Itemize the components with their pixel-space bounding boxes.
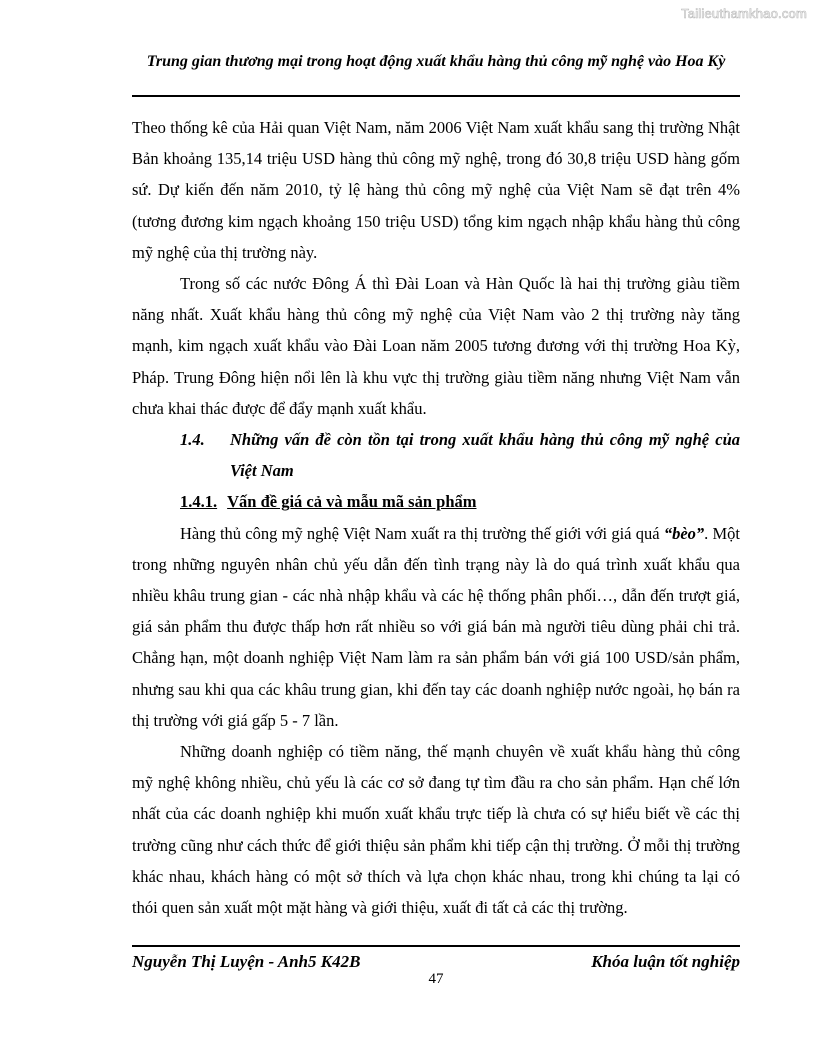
section-heading [132, 424, 740, 486]
watermark: Tailieuthamkhao.com [681, 6, 807, 21]
document-body [132, 112, 740, 923]
price-issue-lead: Hàng thủ công mỹ nghệ Việt Nam xuất ra thị trường thế giới với giá quá [180, 523, 660, 543]
subsection-title: Vấn đề giá cả và mẫu mã sản phẩm [227, 492, 477, 512]
paragraph-japan-market: Theo thống kê của Hải quan Việt Nam, năm 2006 Việt Nam xuất khẩu sang thị trường Nhật Bản khoảng 135,14 triệu USD hàng thủ công mỹ nghệ, trong đó 30,8 triệu USD hàng gốm sứ. Dự kiến đến năm 2010, tỷ lệ hàng thủ công mỹ nghệ của Việt Nam sẽ đạt trên 4% (tương đương kim ngạch khoảng 150 triệu USD) tổng kim ngạch nhập khẩu hàng thủ công mỹ nghệ của thị trường này. [132, 118, 740, 262]
subsection-number: 1.4.1. [180, 492, 218, 512]
price-issue-rest: . Một trong những nguyên nhân chủ yếu dẫn đến tình trạng này là do quá trình xuất khẩu qua nhiều khâu trung gian - các nhà nhập khẩu và các hệ thống phân phối…, dẫn đến trượt giá, giá sản phẩm thu được thấp hơn rất nhiều so với giá bán mà người tiêu dùng phải chi trả. Chẳng hạn, một doanh nghiệp Việt Nam làm ra sản phẩm bán với giá 100 USD/sản phẩm, nhưng sau khi qua các khâu trung gian, khi đến tay các doanh nghiệp nước ngoài, họ bán ra thị trường với giá gấp 5 - 7 lần. [132, 523, 741, 730]
page-number: 47 [428, 971, 444, 987]
subsection-heading [132, 486, 740, 517]
price-issue-emphasis: “bèo” [663, 523, 705, 543]
footer-document-type: Khóa luận tốt nghiệp [591, 952, 740, 971]
header-divider [132, 95, 740, 97]
footer-divider [132, 945, 740, 947]
paragraph-enterprise-limits: Những doanh nghiệp có tiềm năng, thế mạnh chuyên về xuất khẩu hàng thủ công mỹ nghệ không nhiều, chủ yếu là các cơ sở đang tự tìm đầu ra cho sản phẩm. Hạn chế lớn nhất của các doanh nghiệp khi muốn xuất khẩu trực tiếp là chưa có sự hiểu biết về các thị trường cũng như cách thức để giới thiệu sản phẩm khi tiếp cận thị trường. Ở mỗi thị trường khác nhau, khách hàng có một sở thích và lựa chọn khác nhau, trong khi chúng ta lại có thói quen sản xuất một mặt hàng và giới thiệu, xuất đi tất cả các thị trường. [132, 742, 740, 918]
paragraph-east-asia-markets: Trong số các nước Đông Á thì Đài Loan và Hàn Quốc là hai thị trường giàu tiềm năng nhất. Xuất khẩu hàng thủ công mỹ nghệ của Việt Nam vào 2 thị trường này tăng mạnh, kim ngạch xuất khẩu vào Đài Loan năm 2005 tương đương với thị trường Hoa Kỳ, Pháp. Trung Đông hiện nổi lên là khu vực thị trường giàu tiềm năng nhưng Việt Nam vẫn chưa khai thác được để đẩy mạnh xuất khẩu. [132, 274, 740, 418]
footer-author: Nguyễn Thị Luyện - Anh5 K42B [132, 952, 361, 971]
section-number: 1.4. [180, 430, 205, 450]
paragraph-price-issue [132, 518, 740, 736]
page-header-title: Trung gian thương mại trong hoạt động xuất khẩu hàng thủ công mỹ nghệ vào Hoa Kỳ [146, 53, 726, 70]
section-title: Những vấn đề còn tồn tại trong xuất khẩu hàng thủ công mỹ nghệ của Việt Nam [230, 430, 740, 481]
